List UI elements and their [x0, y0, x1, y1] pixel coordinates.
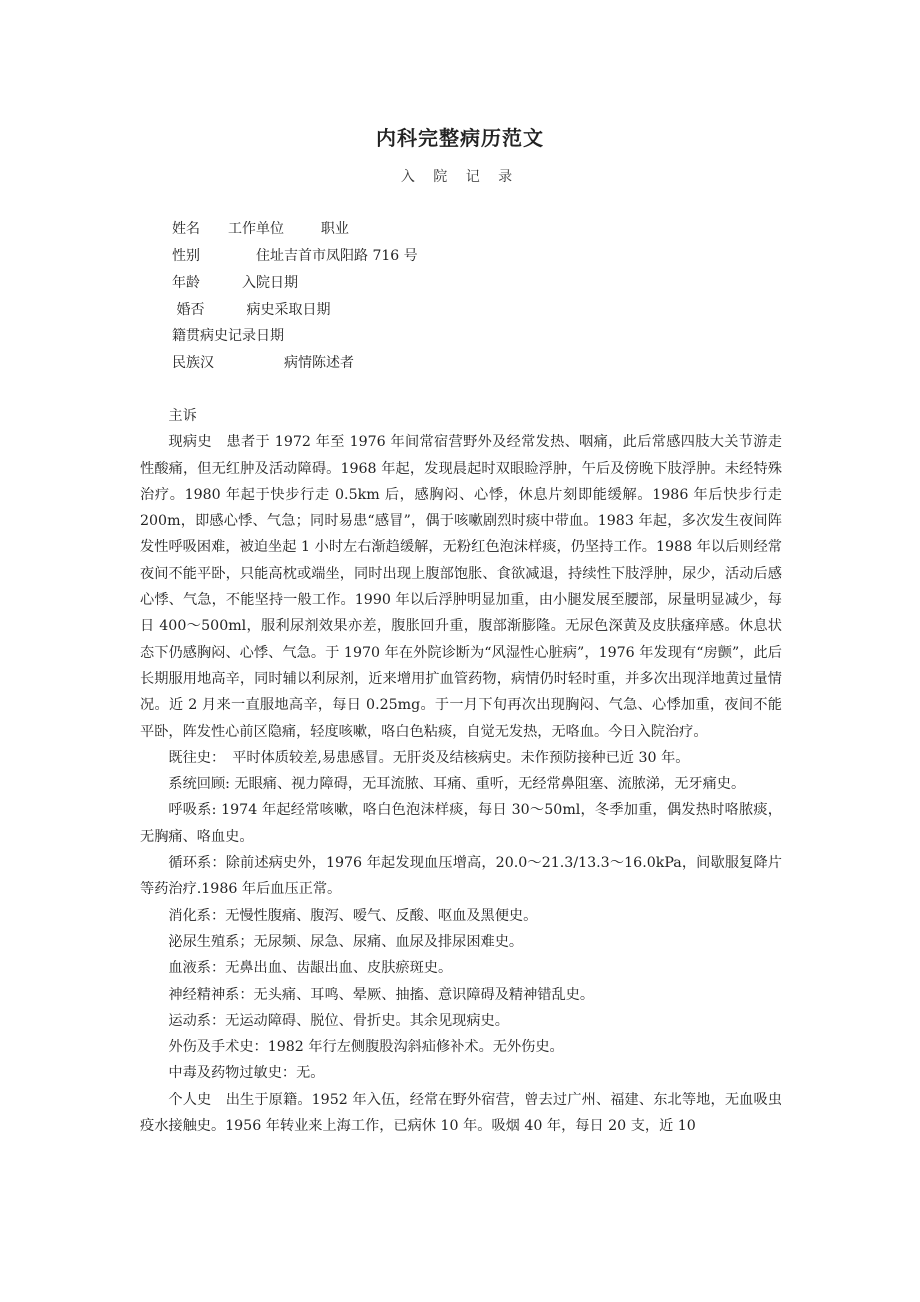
present-illness: 现病史 患者于 1972 年至 1976 年间常宿营野外及经常发热、咽痛，此后常感四肢大关节游走性酸痛，但无红肿及活动障碍。1968 年起，发现晨起时双眼睑浮肿，午后及傍晚下肢浮肿。未经特殊治疗。1980 年起于快步行走 0.5km 后，感胸闷、心悸，休息片刻即能缓解。1986 年后快步行走 200m，即感心悸、气急；同时易患“感冒”，偶于咳嗽剧烈时痰中带血。1983 年起，多次发生夜间阵发性呼吸困难，被迫坐起 1 小时左右渐趋缓解，无粉红色泡沫样痰，仍坚持工作。1988 年以后则经常夜间不能平卧，只能高枕或端坐，同时出现上腹部饱胀、食欲减退，持续性下肢浮肿，尿少，活动后感心悸、气急，不能坚持一般工作。1990 年以后浮肿明显加重，由小腿发展至腰部，尿量明显减少，每日 400～500ml，服利尿剂效果亦差，腹胀回升重，腹部渐膨隆。无尿色深黄及皮肤瘙痒感。休息状态下仍感胸闷、心悸、气急。于 1970 年在外院诊断为“风湿性心脏病”，1976 年发现有“房颤”，此后长期服用地高辛，同时辅以利尿剂，近来增用扩血管药物，病情仍时轻时重，并多次出现洋地黄过量情况。近 2 月来一直服地高辛，每日 0.25mg。于一月下旬再次出现胸闷、气急、心悸加重，夜间不能平卧，阵发性心前区隐痛，轻度咳嗽，咯白色粘痰，自觉无发热，无咯血。今日入院治疗。 [140, 434, 782, 740]
circulatory-system: 循环系：除前述病史外，1976 年起发现血压增高，20.0～21.3/13.3～16.0kPa，间歇服复降片等药治疗.1986 年后血压正常。 [140, 855, 782, 898]
blood-system: 血液系：无鼻出血、齿龈出血、皮肤瘀斑史。 [168, 960, 453, 977]
info-ethnicity-line: 民族汉 病情陈述者 [172, 355, 354, 371]
digestive-system: 消化系：无慢性腹痛、腹泻、嗳气、反酸、呕血及黑便史。 [168, 907, 538, 924]
info-gender-line: 性别 住址吉首市凤阳路 716 号 [172, 248, 418, 264]
past-history: 既往史： 平时体质较差,易患感冒。无肝炎及结核病史。未作预防接种已近 30 年。 [168, 749, 690, 766]
info-marriage-line: 婚否 病史采取日期 [172, 302, 331, 318]
motor-system: 运动系：无运动障碍、脱位、骨折史。其余见现病史。 [168, 1012, 509, 1029]
respiratory-system: 呼吸系: 1974 年起经常咳嗽，咯白色泡沫样痰，每日 30～50ml，冬季加重，偶发热时咯脓痰，无胸痛、咯血史。 [140, 802, 782, 845]
info-native-line: 籍贯病史记录日期 [172, 328, 284, 344]
system-review: 系统回顾: 无眼痛、视力障碍，无耳流脓、耳痛、重听，无经常鼻阻塞、流脓涕，无牙痛史。 [168, 776, 746, 793]
neuro-psych-system: 神经精神系：无头痛、耳鸣、晕厥、抽搐、意识障碍及精神错乱史。 [168, 986, 595, 1003]
poisoning-allergy-history: 中毒及药物过敏史：无。 [168, 1065, 325, 1082]
trauma-surgery-history: 外伤及手术史：1982 年行左侧腹股沟斜疝修补术。无外伤史。 [168, 1039, 564, 1056]
info-name-line: 姓名 工作单位 职业 [172, 221, 349, 237]
document-title: 内科完整病历范文 [376, 126, 544, 150]
record-body [140, 403, 782, 1139]
personal-history: 个人史 出生于原籍。1952 年入伍，经常在野外宿营，曾去过广州、福建、东北等地，无血吸虫疫水接触史。1956 年转业来上海工作，已病休 10 年。吸烟 40 年，每日 20 支，近 10 [140, 1091, 782, 1135]
info-age-line: 年龄 入院日期 [172, 275, 298, 291]
chief-complaint: 主诉 [168, 408, 197, 424]
document-subtitle: 入 院 记 录 [400, 169, 520, 185]
urogenital-system: 泌尿生殖系；无尿频、尿急、尿痛、血尿及排尿困难史。 [168, 933, 524, 950]
